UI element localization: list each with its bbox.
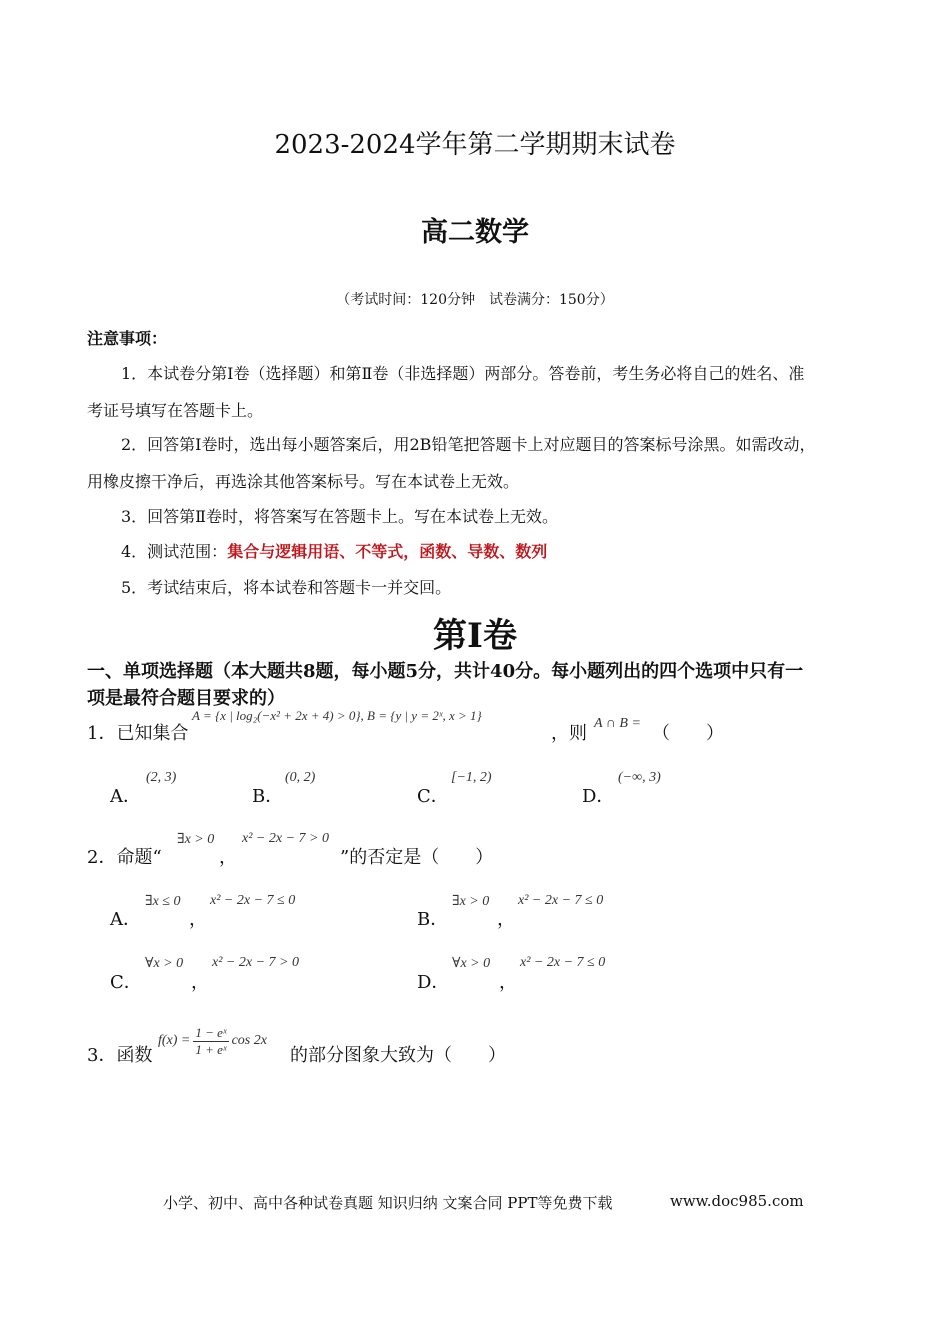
- question-2-option-c-label[interactable]: C．: [110, 972, 142, 993]
- test-scope-highlight: 集合与逻辑用语、不等式，函数、导数、数列: [227, 542, 548, 561]
- question-2-formula-b: x² − 2x − 7 > 0: [242, 831, 329, 846]
- question-2-option-d-formula-a: ∀x > 0: [452, 956, 491, 971]
- question-2-option-a-formula-a: ∃x ≤ 0: [145, 894, 181, 909]
- question-1-option-a-value: (2, 3): [146, 770, 177, 785]
- question-2-option-c-formula-b: x² − 2x − 7 > 0: [212, 955, 299, 970]
- note-item-2-line-2: 用橡皮擦干净后，再选涂其他答案标号。写在本试卷上无效。: [87, 472, 520, 491]
- note-item-5: 5．考试结束后，将本试卷和答题卡一并交回。: [121, 578, 452, 597]
- question-2-formula-a: ∃x > 0: [177, 832, 215, 847]
- part-heading-line-1: 一、单项选择题（本大题共8题，每小题5分，共计40分。每小题列出的四个选项中只有一: [87, 661, 804, 682]
- question-number: 1．: [87, 723, 117, 744]
- question-3-tail: 的部分图象大致为（ ）: [290, 1045, 506, 1066]
- note-item-4: [121, 539, 547, 562]
- question-2-option-c-formula-a: ∀x > 0: [145, 956, 184, 971]
- question-2-option-d-formula-b: x² − 2x − 7 ≤ 0: [520, 955, 606, 970]
- question-number: 2．: [87, 847, 117, 868]
- question-1-option-b-value: (0, 2): [285, 770, 316, 785]
- question-2-option-c-comma: ，: [191, 972, 209, 993]
- question-2-tail: ”的否定是（ ）: [340, 847, 494, 868]
- question-1-option-c-value: [−1, 2): [451, 770, 492, 785]
- section-title: 第Ⅰ卷: [433, 616, 517, 656]
- notes-heading: 注意事项：: [87, 329, 168, 348]
- question-1-option-c-label[interactable]: C．: [417, 786, 449, 807]
- question-1-target-formula: A ∩ B =: [594, 716, 641, 731]
- question-1-option-d-value: (−∞, 3): [618, 770, 661, 785]
- part-heading-line-2: 项是最符合题目要求的）: [87, 688, 285, 709]
- subject-title: 高二数学: [421, 217, 529, 248]
- exam-info: （考试时间：120分钟 试卷满分：150分）: [336, 292, 614, 308]
- question-1-then: ，则: [551, 723, 587, 744]
- cos-term: cos 2x: [231, 1033, 267, 1048]
- footer-text: 小学、初中、高中各种试卷真题 知识归纳 文案合同 PPT等免费下载: [163, 1194, 613, 1212]
- footer-site-link[interactable]: www.doc985.com: [670, 1192, 804, 1210]
- page-title: 2023-2024学年第二学期期末试卷: [274, 130, 676, 160]
- question-1-stem: [87, 719, 188, 745]
- question-2-option-b-formula-a: ∃x > 0: [452, 894, 490, 909]
- question-2-comma: ，: [219, 847, 237, 868]
- question-1-sets-formula: A = {x | log₂(−x² + 2x + 4) > 0}, B = {y | y = 2ˣ, x > 1}: [192, 708, 482, 723]
- question-2-option-b-formula-b: x² − 2x − 7 ≤ 0: [518, 893, 604, 908]
- question-2-stem: [87, 843, 162, 869]
- note-item-1-line-2: 考证号填写在答题卡上。: [87, 401, 264, 420]
- fraction-numerator: 1 − eˣ: [195, 1024, 227, 1040]
- fraction: [193, 1025, 228, 1058]
- function-lhs: f(x) =: [158, 1033, 191, 1048]
- question-2-option-a-comma: ，: [189, 909, 207, 930]
- question-2-option-d-label[interactable]: D．: [417, 972, 450, 993]
- fraction-denominator: 1 + eˣ: [195, 1041, 227, 1057]
- question-2-option-a-formula-b: x² − 2x − 7 ≤ 0: [210, 893, 296, 908]
- question-3-function-formula: [158, 1015, 267, 1067]
- note-item-3: 3．回答第Ⅱ卷时，将答案写在答题卡上。写在本试卷上无效。: [121, 507, 559, 526]
- question-2-option-a-label[interactable]: A．: [110, 909, 141, 930]
- note-item-1-line-1: 1．本试卷分第Ⅰ卷（选择题）和第Ⅱ卷（非选择题）两部分。答卷前，考生务必将自己的姓名、准: [121, 364, 805, 383]
- note-item-2-line-1: 2．回答第Ⅰ卷时，选出每小题答案后，用2B铅笔把答题卡上对应题目的答案标号涂黑。如需改动，: [121, 435, 816, 454]
- question-1-option-d-label[interactable]: D．: [582, 786, 615, 807]
- question-2-option-b-label[interactable]: B．: [417, 909, 449, 930]
- question-text: 已知集合: [116, 723, 189, 744]
- question-text: 函数: [116, 1045, 153, 1066]
- question-3-stem: [87, 1041, 152, 1067]
- question-2-option-d-comma: ，: [499, 972, 517, 993]
- question-text: 命题“: [116, 847, 162, 868]
- note-item-4-prefix: 4．测试范围：: [121, 542, 228, 561]
- question-number: 3．: [87, 1045, 117, 1066]
- question-1-blank: （ ）: [652, 723, 724, 744]
- question-1-option-a-label[interactable]: A．: [110, 786, 141, 807]
- question-2-option-b-comma: ，: [497, 909, 515, 930]
- question-1-option-b-label[interactable]: B．: [252, 786, 284, 807]
